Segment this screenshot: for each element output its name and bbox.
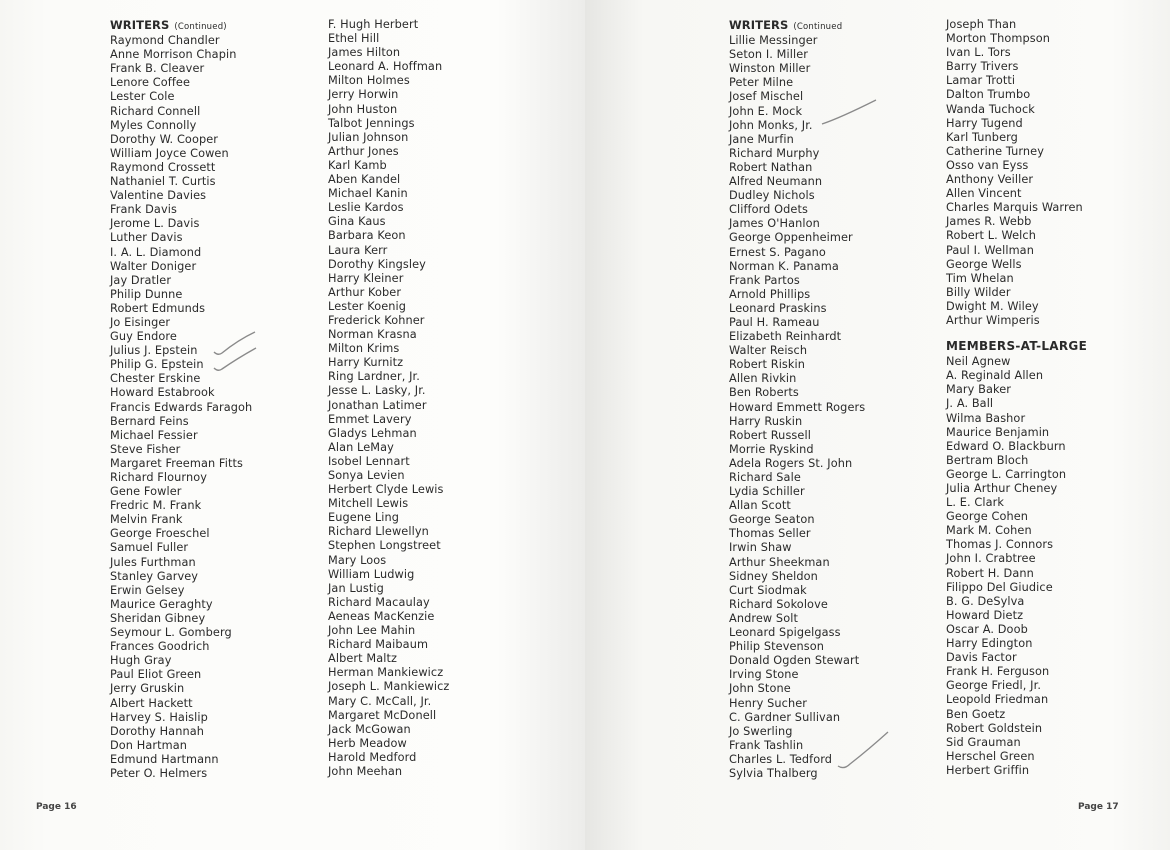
list-item: Julian Johnson [328, 130, 409, 144]
list-item: Ernest S. Pagano [729, 245, 826, 259]
list-item: L. E. Clark [946, 496, 1005, 510]
list-item: Guy Endore [110, 330, 177, 344]
list-item: Howard Estabrook [110, 386, 215, 400]
list-item: Ben Goetz [946, 707, 1006, 721]
list-item: Herschel Green [946, 749, 1035, 763]
list-item: Lamar Trotti [946, 74, 1016, 88]
list-item: Charles Marquis Warren [946, 201, 1083, 215]
list-item: Jerry Horwin [328, 88, 399, 102]
list-item: Don Hartman [110, 738, 188, 752]
list-item: Nathaniel T. Curtis [110, 175, 216, 189]
list-item: Margaret McDonell [328, 708, 437, 722]
list-item: Edward O. Blackburn [946, 439, 1066, 453]
list-item: Dorothy Kingsley [328, 257, 426, 271]
list-item: William Joyce Cowen [110, 146, 229, 160]
list-item: Robert H. Dann [946, 566, 1034, 580]
list-item: James Hilton [328, 46, 401, 60]
list-item: George Seaton [729, 513, 815, 527]
list-item: Hugh Gray [110, 654, 172, 668]
column-1 [110, 18, 252, 781]
list-item: Mark M. Cohen [946, 524, 1032, 538]
list-item: Howard Dietz [946, 608, 1024, 622]
page-number: Page 16 [36, 802, 77, 812]
list-item: Norman K. Panama [729, 259, 839, 273]
list-item: William Ludwig [328, 567, 415, 581]
list-item: Winston Miller [729, 62, 811, 76]
list-item: Frances Goodrich [110, 640, 210, 654]
list-item: Lydia Schiller [729, 485, 805, 499]
list-item: Arthur Wimperis [946, 313, 1040, 327]
list-item: Margaret Freeman Fitts [110, 456, 243, 470]
list-item: Robert Nathan [729, 160, 813, 174]
list-item: Sid Grauman [946, 735, 1021, 749]
list-item: George Friedl, Jr. [946, 679, 1042, 693]
list-item: John Lee Mahin [328, 624, 416, 638]
list-item: Curt Siodmak [729, 583, 807, 597]
list-item: Frederick Kohner [328, 313, 425, 327]
list-item: Peter O. Helmers [110, 766, 208, 780]
list-item: Norman Krasna [328, 328, 417, 342]
list-item: Donald Ogden Stewart [729, 654, 860, 668]
list-item: Harry Edington [946, 637, 1033, 651]
page-number: Page 17 [1078, 802, 1119, 812]
list-item: Richard Maibaum [328, 638, 429, 652]
list-item: Allen Rivkin [729, 372, 797, 386]
list-item: Eugene Ling [328, 511, 399, 525]
list-item: Gladys Lehman [328, 426, 417, 440]
list-item: Allen Vincent [946, 187, 1022, 201]
list-item: Morton Thompson [946, 32, 1050, 46]
list-item: Arthur Sheekman [729, 555, 830, 569]
list-item: Lillie Messinger [729, 34, 818, 48]
column-3 [729, 18, 865, 781]
list-item: Jay Dratler [110, 273, 172, 287]
list-item: Walter Doniger [110, 259, 197, 273]
list-item: Irving Stone [729, 668, 799, 682]
list-item: Frank H. Ferguson [946, 665, 1050, 679]
list-item: Neil Agnew [946, 355, 1011, 369]
list-item: Mary C. McCall, Jr. [328, 694, 432, 708]
list-item: F. Hugh Herbert [328, 18, 419, 31]
list-item: Osso van Eyss [946, 158, 1029, 172]
list-item: Leopold Friedman [946, 693, 1049, 707]
list-item: Dorothy Hannah [110, 724, 205, 738]
list-item: Joseph L. Mankiewicz [328, 680, 450, 694]
list-item: Julius J. Epstein [110, 344, 198, 358]
list-item: Jo Eisinger [110, 315, 171, 329]
list-item: Michael Kanin [328, 187, 408, 201]
list-item: Sonya Levien [328, 469, 405, 482]
list-item: Robert L. Welch [946, 229, 1036, 243]
list-item: Davis Factor [946, 651, 1017, 665]
list-item: Ivan L. Tors [946, 46, 1011, 60]
list-item: Raymond Chandler [110, 34, 220, 48]
list-item: Allan Scott [729, 499, 791, 513]
list-item: Richard Connell [110, 104, 201, 118]
list-item: C. Gardner Sullivan [729, 710, 841, 724]
list-item: Chester Erskine [110, 372, 201, 386]
list-item: Arthur Jones [328, 144, 399, 158]
list-item: Luther Davis [110, 231, 183, 245]
list-item: Stanley Garvey [110, 569, 199, 583]
list-item: Adela Rogers St. John [729, 456, 853, 470]
list-item: Richard Murphy [729, 146, 820, 160]
list-item: Andrew Solt [729, 611, 798, 625]
heading-note: (Continued) [174, 22, 227, 32]
section-heading-writers [729, 18, 865, 34]
list-item: Mary Baker [946, 383, 1011, 397]
list-item: Herbert Clyde Lewis [328, 483, 444, 497]
list-item: Gina Kaus [328, 215, 386, 229]
list-item: Harvey S. Haislip [110, 710, 208, 724]
list-item: Edmund Hartmann [110, 752, 219, 766]
list-item: Alfred Neumann [729, 175, 823, 189]
list-item: Melvin Frank [110, 513, 183, 527]
list-item: Arnold Phillips [729, 287, 811, 301]
name-list [729, 34, 865, 781]
list-item: Billy Wilder [946, 285, 1011, 299]
list-item: Sidney Sheldon [729, 569, 818, 583]
list-item: George Cohen [946, 510, 1029, 524]
list-item: Karl Tunberg [946, 130, 1018, 144]
list-item: Morrie Ryskind [729, 442, 814, 456]
list-item: Elizabeth Reinhardt [729, 330, 842, 344]
list-item: Fredric M. Frank [110, 499, 202, 513]
list-item: Dwight M. Wiley [946, 299, 1039, 313]
list-item: Valentine Davies [110, 189, 207, 203]
list-item: Paul H. Rameau [729, 315, 820, 329]
list-item: Ring Lardner, Jr. [328, 370, 420, 384]
list-item: A. Reginald Allen [946, 369, 1044, 383]
list-item: Philip G. Epstein [110, 358, 204, 372]
list-item: John E. Mock [729, 104, 803, 118]
list-item: Henry Sucher [729, 696, 808, 710]
list-item: Catherine Turney [946, 144, 1045, 158]
list-item: Dalton Trumbo [946, 88, 1031, 102]
list-item: John I. Crabtree [946, 552, 1036, 566]
list-item: John Stone [729, 682, 791, 696]
list-item: Wanda Tuchock [946, 102, 1035, 116]
list-item: Lester Cole [110, 90, 175, 104]
list-item: Sylvia Thalberg [729, 766, 818, 780]
name-list [946, 18, 1087, 328]
section-heading-writers [110, 18, 252, 34]
list-item: Filippo Del Giudice [946, 580, 1053, 594]
list-item: Thomas Seller [729, 527, 811, 541]
list-item: Ethel Hill [328, 32, 380, 46]
list-item: Thomas J. Connors [946, 538, 1054, 552]
list-item: J. A. Ball [946, 397, 994, 411]
list-item: Leonard Praskins [729, 301, 827, 315]
list-item: Laura Kerr [328, 243, 388, 257]
list-item: Steve Fisher [110, 442, 181, 456]
list-item: Herman Mankiewicz [328, 666, 444, 680]
name-list [328, 18, 449, 779]
list-item: Julia Arthur Cheney [946, 482, 1058, 495]
list-item: Samuel Fuller [110, 541, 189, 555]
list-item: Francis Edwards Faragoh [110, 400, 253, 414]
list-item: Myles Connolly [110, 118, 197, 132]
list-item: Dudley Nichols [729, 189, 815, 203]
list-item: Gene Fowler [110, 485, 182, 499]
list-item: Howard Emmett Rogers [729, 400, 866, 414]
list-item: Tim Whelan [946, 271, 1014, 285]
list-item: Jerry Gruskin [110, 682, 185, 696]
list-item: James R. Webb [946, 215, 1032, 229]
list-item: Richard Flournoy [110, 471, 207, 484]
list-item: John Monks, Jr. [729, 118, 813, 132]
list-item: Robert Russell [729, 428, 811, 442]
list-item: Jane Murfin [729, 132, 794, 146]
list-item: Harry Tugend [946, 116, 1023, 130]
list-item: Clifford Odets [729, 203, 808, 217]
heading-text: WRITERS [110, 18, 170, 32]
list-item: Josef Mischel [729, 90, 804, 104]
list-item: Milton Krims [328, 342, 400, 356]
list-item: Alan LeMay [328, 440, 394, 454]
list-item: Maurice Benjamin [946, 425, 1050, 439]
list-item: I. A. L. Diamond [110, 245, 202, 259]
list-item: Barbara Keon [328, 229, 406, 243]
list-item: Maurice Geraghty [110, 597, 213, 611]
list-item: Frank Tashlin [729, 738, 804, 752]
list-item: George Wells [946, 257, 1022, 271]
list-item: James O'Hanlon [729, 217, 820, 231]
list-item: Aeneas MacKenzie [328, 609, 435, 623]
list-item: Arthur Kober [328, 285, 402, 299]
list-item: Talbot Jennings [328, 116, 415, 130]
list-item: Jan Lustig [328, 581, 384, 595]
list-item: Frank B. Cleaver [110, 62, 205, 76]
list-item: Lester Koenig [328, 299, 407, 313]
column-2 [328, 18, 449, 779]
list-item: George L. Carrington [946, 467, 1067, 481]
list-item: John Meehan [328, 764, 403, 778]
list-item: Robert Riskin [729, 358, 806, 372]
list-item: Philip Dunne [110, 287, 183, 301]
list-item: Albert Hackett [110, 696, 193, 710]
list-item: Albert Maltz [328, 652, 398, 666]
list-item: Harold Medford [328, 750, 417, 764]
heading-note: (Continued [793, 22, 843, 32]
list-item: Anthony Veiller [946, 173, 1034, 187]
list-item: B. G. DeSylva [946, 594, 1025, 608]
list-item: John Huston [328, 102, 398, 116]
list-item: Richard Sale [729, 471, 801, 484]
list-item: Richard Sokolove [729, 597, 828, 611]
list-item: Philip Stevenson [729, 640, 825, 654]
list-item: Mary Loos [328, 553, 387, 567]
list-item: Robert Edmunds [110, 301, 206, 315]
list-item: Ben Roberts [729, 386, 799, 400]
list-item: Richard Llewellyn [328, 525, 429, 539]
list-item: Sheridan Gibney [110, 611, 206, 625]
heading-text: WRITERS [729, 18, 789, 32]
list-item: Herbert Griffin [946, 763, 1030, 777]
list-item: Wilma Bashor [946, 411, 1026, 425]
list-item: Herb Meadow [328, 736, 407, 750]
list-item: Jesse L. Lasky, Jr. [328, 384, 426, 398]
list-item: Jerome L. Davis [110, 217, 200, 231]
list-item: Paul I. Wellman [946, 243, 1034, 257]
list-item: Aben Kandel [328, 173, 401, 187]
list-item: Emmet Lavery [328, 412, 412, 426]
list-item: Bertram Bloch [946, 453, 1029, 467]
list-item: Milton Holmes [328, 74, 410, 88]
list-item: Charles L. Tedford [729, 752, 833, 766]
list-item: Jonathan Latimer [328, 398, 427, 412]
list-item: Seton I. Miller [729, 48, 808, 62]
list-item: George Oppenheimer [729, 231, 853, 245]
list-item: Seymour L. Gomberg [110, 626, 232, 640]
list-item: Oscar A. Doob [946, 622, 1028, 636]
name-list [110, 34, 252, 781]
list-item: Irwin Shaw [729, 541, 792, 555]
list-item: Leonard A. Hoffman [328, 60, 443, 74]
list-item: Walter Reisch [729, 344, 808, 358]
list-item: Frank Davis [110, 203, 177, 217]
name-list [946, 355, 1087, 778]
list-item: Paul Eliot Green [110, 668, 202, 682]
list-item: Harry Ruskin [729, 414, 803, 428]
list-item: Leslie Kardos [328, 201, 404, 215]
list-item: Frank Partos [729, 273, 800, 287]
list-item: Harry Kleiner [328, 271, 404, 285]
list-item: Leonard Spigelgass [729, 626, 841, 640]
list-item: Mitchell Lewis [328, 497, 409, 511]
list-item: Dorothy W. Cooper [110, 132, 219, 146]
list-item: Robert Goldstein [946, 721, 1043, 735]
list-item: Harry Kurnitz [328, 356, 404, 370]
list-item: Isobel Lennart [328, 454, 410, 468]
list-item: Jules Furthman [110, 555, 196, 569]
list-item: Lenore Coffee [110, 76, 191, 90]
column-4 [946, 18, 1087, 778]
list-item: George Froeschel [110, 527, 210, 541]
list-item: Peter Milne [729, 76, 794, 90]
list-item: Joseph Than [946, 18, 1017, 31]
list-item: Bernard Feins [110, 414, 189, 428]
list-item: Raymond Crossett [110, 160, 216, 174]
list-item: Karl Kamb [328, 158, 387, 172]
list-item: Stephen Longstreet [328, 539, 441, 553]
list-item: Jo Swerling [729, 724, 793, 738]
section-heading-members-at-large: MEMBERS-AT-LARGE [946, 339, 1088, 354]
list-item: Anne Morrison Chapin [110, 48, 237, 62]
list-item: Richard Macaulay [328, 595, 430, 609]
list-item: Erwin Gelsey [110, 583, 185, 597]
list-item: Barry Trivers [946, 60, 1019, 74]
list-item: Michael Fessier [110, 428, 198, 442]
list-item: Jack McGowan [328, 722, 411, 736]
